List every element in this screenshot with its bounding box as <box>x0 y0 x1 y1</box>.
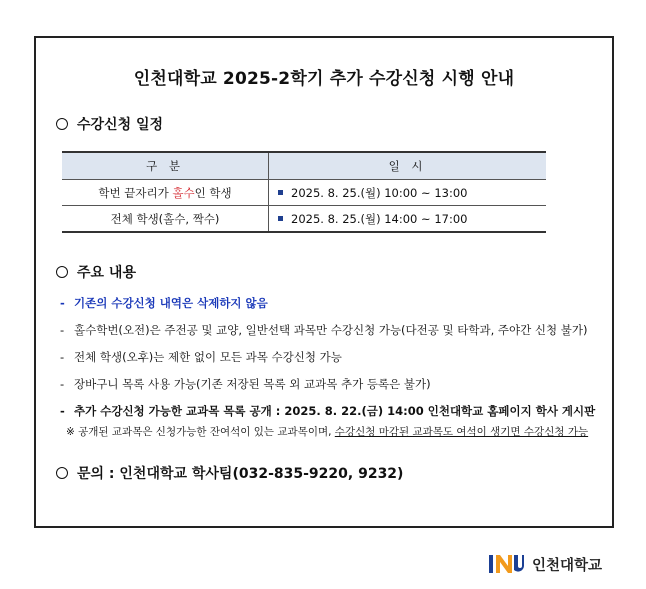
inu-logo-icon <box>488 553 524 575</box>
row-datetime: 2025. 8. 25.(월) 10:00 ~ 13:00 <box>269 180 547 206</box>
list-item: - 전체 학생(오후)는 제한 없이 모든 과목 수강신청 가능 <box>60 350 342 364</box>
circle-bullet-icon <box>56 467 68 479</box>
circle-bullet-icon <box>56 266 68 278</box>
note-text: ※ 공개된 교과목은 신청가능한 잔여석이 있는 교과목이며, 수강신청 마감된 교과목도 여석이 생기면 수강신청 가능 <box>66 426 589 438</box>
content-list <box>60 293 595 428</box>
note-underlined: 수강신청 마감된 교과목도 여석이 생기면 수강신청 가능 <box>334 426 589 438</box>
header-category: 구 분 <box>62 152 269 180</box>
university-name: 인천대학교 <box>532 558 603 574</box>
list-item: - 추가 수강신청 가능한 교과목 목록 공개 : 2025. 8. 22.(금) 14:00 인천대학교 홈페이지 학사 게시판 <box>60 404 596 418</box>
table-row <box>62 206 546 233</box>
notice-title: 인천대학교 2025-2학기 추가 수강신청 시행 안내 <box>133 69 515 89</box>
schedule-heading <box>56 114 163 134</box>
square-bullet-icon <box>278 216 283 221</box>
contact-text: 문의 : 인천대학교 학사팀(032-835-9220, 9232) <box>77 466 404 482</box>
header-datetime: 일 시 <box>269 152 547 180</box>
list-item: - 기존의 수강신청 내역은 삭제하지 않음 <box>60 296 268 310</box>
main-heading <box>56 262 136 282</box>
row-category: 전체 학생(홀수, 짝수) <box>62 206 269 233</box>
list-item: - 장바구니 목록 사용 가능(기존 저장된 목록 외 교과목 추가 등록은 불가) <box>60 377 431 391</box>
schedule-heading-text: 수강신청 일정 <box>77 117 164 133</box>
circle-bullet-icon <box>56 118 68 130</box>
square-bullet-icon <box>278 190 283 195</box>
table-header-row <box>62 152 546 180</box>
list-item: - 홀수학번(오전)은 주전공 및 교양, 일반선택 과목만 수강신청 가능(다전공 및 타학과, 주야간 신청 불가) <box>60 323 588 337</box>
odd-highlight: 홀수 <box>172 185 195 200</box>
main-heading-text: 주요 내용 <box>77 265 136 281</box>
schedule-table <box>62 151 546 233</box>
row-datetime: 2025. 8. 25.(월) 14:00 ~ 17:00 <box>269 206 547 233</box>
table-row <box>62 180 546 206</box>
contact-heading <box>56 463 403 483</box>
notice-frame <box>34 36 614 528</box>
row-category: 학번 끝자리가 홀수인 학생 <box>62 180 269 206</box>
